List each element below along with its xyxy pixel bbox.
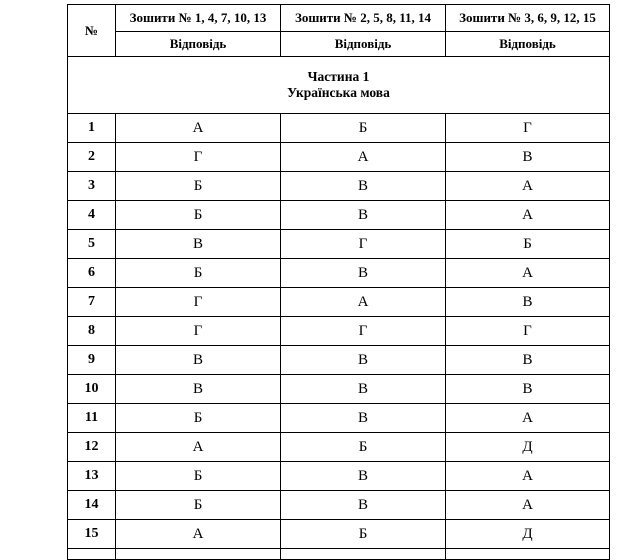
answer-cell-notebooks-3: В <box>446 346 610 375</box>
answer-cell-notebooks-1: В <box>116 375 281 404</box>
answer-key-table <box>67 4 610 560</box>
question-number: 3 <box>68 172 116 201</box>
table-row <box>68 520 610 549</box>
column-header-notebooks-2: Зошити № 2, 5, 8, 11, 14 <box>281 5 446 32</box>
answer-cell-notebooks-1: В <box>116 230 281 259</box>
question-number: 6 <box>68 259 116 288</box>
answer-cell-notebooks-2: В <box>281 462 446 491</box>
table-row <box>68 433 610 462</box>
question-number: 7 <box>68 288 116 317</box>
table-row <box>68 259 610 288</box>
answer-cell-notebooks-1: Г <box>116 317 281 346</box>
answer-cell-notebooks-1: Г <box>116 288 281 317</box>
section-title: Частина 1 <box>307 69 370 84</box>
section-heading <box>68 57 610 114</box>
answer-cell-notebooks-3: А <box>446 201 610 230</box>
empty-cell <box>116 549 281 560</box>
empty-cell <box>446 549 610 560</box>
answer-cell-notebooks-2: Б <box>281 433 446 462</box>
answer-cell-notebooks-1: Б <box>116 462 281 491</box>
number-header: № <box>68 5 116 57</box>
question-number: 9 <box>68 346 116 375</box>
table-row-continued <box>68 549 610 560</box>
section-subject: Українська мова <box>287 85 390 100</box>
answer-cell-notebooks-3: В <box>446 143 610 172</box>
answer-cell-notebooks-3: Б <box>446 230 610 259</box>
answer-cell-notebooks-2: А <box>281 143 446 172</box>
answer-cell-notebooks-3: Г <box>446 317 610 346</box>
table-row <box>68 346 610 375</box>
question-number: 10 <box>68 375 116 404</box>
question-number: 15 <box>68 520 116 549</box>
answer-cell-notebooks-2: В <box>281 201 446 230</box>
answer-cell-notebooks-2: Г <box>281 230 446 259</box>
answer-cell-notebooks-3: А <box>446 491 610 520</box>
answer-cell-notebooks-2: В <box>281 346 446 375</box>
question-number: 2 <box>68 143 116 172</box>
answer-cell-notebooks-3: В <box>446 288 610 317</box>
answer-cell-notebooks-3: Д <box>446 520 610 549</box>
table-row <box>68 317 610 346</box>
answer-cell-notebooks-1: Б <box>116 201 281 230</box>
table-row <box>68 491 610 520</box>
header-row <box>68 5 610 32</box>
answer-cell-notebooks-3: А <box>446 259 610 288</box>
answer-cell-notebooks-3: Д <box>446 433 610 462</box>
question-number: 12 <box>68 433 116 462</box>
question-number: 13 <box>68 462 116 491</box>
answer-header: Відповідь <box>446 32 610 57</box>
question-number: 14 <box>68 491 116 520</box>
answer-cell-notebooks-2: А <box>281 288 446 317</box>
answer-cell-notebooks-1: Г <box>116 143 281 172</box>
table-row <box>68 404 610 433</box>
answer-cell-notebooks-1: Б <box>116 259 281 288</box>
column-header-notebooks-3: Зошити № 3, 6, 9, 12, 15 <box>446 5 610 32</box>
answer-cell-notebooks-1: В <box>116 346 281 375</box>
table-row <box>68 114 610 143</box>
answer-cell-notebooks-2: Г <box>281 317 446 346</box>
answer-cell-notebooks-2: В <box>281 491 446 520</box>
answer-header: Відповідь <box>116 32 281 57</box>
answer-cell-notebooks-1: А <box>116 433 281 462</box>
answer-cell-notebooks-1: А <box>116 114 281 143</box>
answer-cell-notebooks-2: В <box>281 172 446 201</box>
answer-cell-notebooks-3: А <box>446 404 610 433</box>
answer-cell-notebooks-3: А <box>446 462 610 491</box>
answer-cell-notebooks-3: В <box>446 375 610 404</box>
answer-cell-notebooks-1: Б <box>116 404 281 433</box>
question-number: 5 <box>68 230 116 259</box>
answer-cell-notebooks-1: Б <box>116 172 281 201</box>
question-number: 4 <box>68 201 116 230</box>
answer-cell-notebooks-3: Г <box>446 114 610 143</box>
empty-cell <box>281 549 446 560</box>
question-number: 1 <box>68 114 116 143</box>
answer-cell-notebooks-2: Б <box>281 520 446 549</box>
answer-cell-notebooks-1: А <box>116 520 281 549</box>
table-row <box>68 230 610 259</box>
empty-cell <box>68 549 116 560</box>
answer-cell-notebooks-3: А <box>446 172 610 201</box>
subheader-row <box>68 32 610 57</box>
table-row <box>68 375 610 404</box>
question-number: 11 <box>68 404 116 433</box>
answer-cell-notebooks-2: В <box>281 375 446 404</box>
answer-cell-notebooks-1: Б <box>116 491 281 520</box>
table-row <box>68 172 610 201</box>
table-row <box>68 288 610 317</box>
question-number: 8 <box>68 317 116 346</box>
answer-header: Відповідь <box>281 32 446 57</box>
answer-cell-notebooks-2: Б <box>281 114 446 143</box>
column-header-notebooks-1: Зошити № 1, 4, 7, 10, 13 <box>116 5 281 32</box>
table-row <box>68 201 610 230</box>
answer-cell-notebooks-2: В <box>281 259 446 288</box>
table-row <box>68 143 610 172</box>
section-row <box>68 57 610 114</box>
answer-cell-notebooks-2: В <box>281 404 446 433</box>
table-row <box>68 462 610 491</box>
